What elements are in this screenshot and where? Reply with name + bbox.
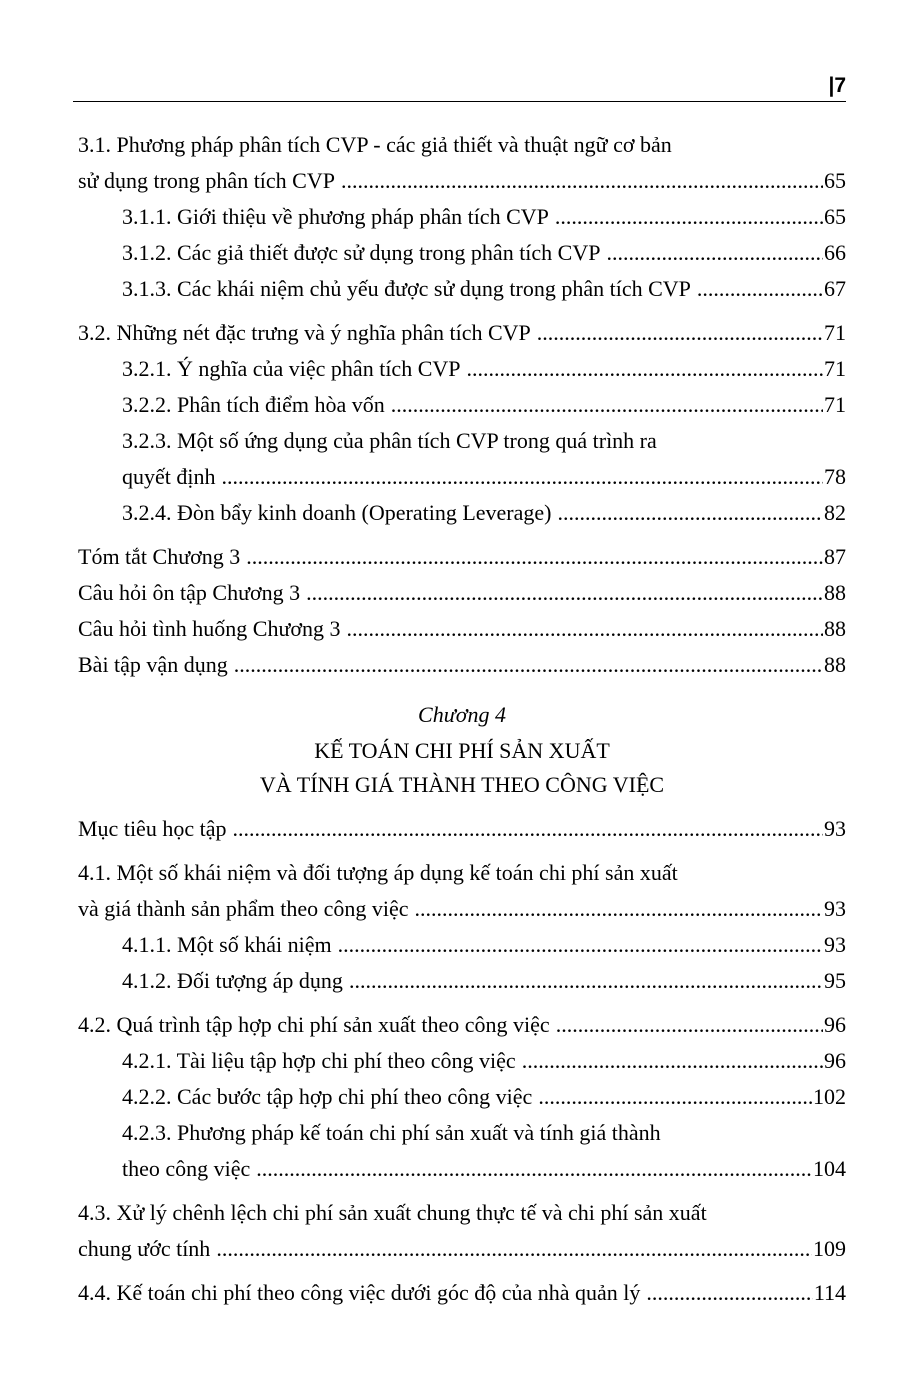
toc-page-number: 71	[824, 392, 846, 417]
toc-entry-3-1-cont[interactable]	[78, 164, 846, 200]
dot-leader	[555, 200, 823, 234]
toc-page-number: 78	[824, 464, 846, 489]
toc-page-number: 93	[824, 816, 846, 841]
dot-leader	[216, 1232, 812, 1266]
table-of-contents	[78, 128, 846, 1312]
dot-leader	[349, 964, 823, 998]
toc-entry-objectives-ch4[interactable]	[78, 812, 846, 848]
toc-page-number: 88	[824, 580, 846, 605]
toc-entry-3-1[interactable]	[78, 128, 846, 164]
toc-page-number: 104	[813, 1156, 846, 1181]
toc-entry-4-1-1[interactable]	[78, 928, 846, 964]
toc-entry-text: Bài tập vận dụng	[78, 652, 228, 677]
toc-entry-4-1-2[interactable]	[78, 964, 846, 1000]
dot-leader	[338, 928, 823, 962]
toc-entry-text: Mục tiêu học tập	[78, 816, 227, 841]
dot-leader	[606, 236, 823, 270]
dot-leader	[646, 1276, 812, 1310]
toc-entry-text: 4.2.1. Tài liệu tập hợp chi phí theo công việc	[122, 1048, 516, 1073]
toc-entry-text: quyết định	[122, 464, 216, 489]
toc-entry-text: 3.2.1. Ý nghĩa của việc phân tích CVP	[122, 356, 461, 381]
dot-leader	[415, 892, 823, 926]
toc-page-number: 71	[824, 320, 846, 345]
toc-entry-text: 3.2.3. Một số ứng dụng của phân tích CVP trong quá trình ra	[122, 428, 657, 453]
toc-entry-3-1-3[interactable]	[78, 272, 846, 308]
dot-leader	[256, 1152, 812, 1186]
toc-entry-text: 3.2.4. Đòn bẩy kinh doanh (Operating Leverage)	[122, 500, 552, 525]
toc-page-number: 88	[824, 652, 846, 677]
toc-entry-4-3[interactable]	[78, 1196, 846, 1232]
toc-entry-3-2-3-cont[interactable]	[78, 460, 846, 496]
toc-entry-text: 4.4. Kế toán chi phí theo công việc dưới góc độ của nhà quản lý	[78, 1280, 641, 1305]
toc-entry-3-2-3[interactable]	[78, 424, 846, 460]
toc-entry-text: 3.1.3. Các khái niệm chủ yếu được sử dụng trong phân tích CVP	[122, 276, 691, 301]
toc-entry-text: 3.1.1. Giới thiệu về phương pháp phân tích CVP	[122, 204, 549, 229]
page-number: |7	[828, 74, 846, 97]
toc-entry-4-1[interactable]	[78, 856, 846, 892]
dot-leader	[222, 460, 824, 494]
toc-entry-text: 4.3. Xử lý chênh lệch chi phí sản xuất chung thực tế và chi phí sản xuất	[78, 1200, 707, 1225]
toc-page-number: 67	[824, 276, 846, 301]
toc-entry-3-2[interactable]	[78, 316, 846, 352]
chapter-title-line1: KẾ TOÁN CHI PHÍ SẢN XUẤT	[314, 738, 610, 763]
toc-entry-summary-ch3[interactable]	[78, 540, 846, 576]
toc-entry-4-2-3-cont[interactable]	[78, 1152, 846, 1188]
toc-entry-text: Câu hỏi ôn tập Chương 3	[78, 580, 301, 605]
toc-entry-4-2-3[interactable]	[78, 1116, 846, 1152]
toc-entry-4-4[interactable]	[78, 1276, 846, 1312]
toc-entry-text: theo công việc	[122, 1156, 251, 1181]
toc-entry-3-1-2[interactable]	[78, 236, 846, 272]
toc-page-number: 95	[824, 968, 846, 993]
toc-entry-text: 4.1. Một số khái niệm và đối tượng áp dụng kế toán chi phí sản xuất	[78, 860, 678, 885]
toc-entry-text: 4.2.2. Các bước tập hợp chi phí theo công việc	[122, 1084, 533, 1109]
dot-leader	[522, 1044, 823, 1078]
chapter-label: Chương 4	[418, 702, 506, 727]
header-rule	[73, 101, 846, 102]
toc-entry-text: chung ước tính	[78, 1236, 211, 1261]
dot-leader	[306, 576, 823, 610]
dot-leader	[391, 388, 823, 422]
toc-entry-text: 4.2. Quá trình tập hợp chi phí sản xuất theo công việc	[78, 1012, 550, 1037]
toc-entry-text: sử dụng trong phân tích CVP	[78, 168, 335, 193]
toc-entry-text: Câu hỏi tình huống Chương 3	[78, 616, 341, 641]
toc-page-number: 65	[824, 204, 846, 229]
toc-entry-text: 4.1.1. Một số khái niệm	[122, 932, 332, 957]
toc-entry-text: 3.1.2. Các giả thiết được sử dụng trong phân tích CVP	[122, 240, 601, 265]
toc-page-number: 88	[824, 616, 846, 641]
dot-leader	[467, 352, 824, 386]
dot-leader	[538, 1080, 812, 1114]
dot-leader	[697, 272, 823, 306]
toc-entry-text: 3.1. Phương pháp phân tích CVP - các giả thiết và thuật ngữ cơ bản	[78, 132, 672, 157]
toc-page-number: 93	[824, 896, 846, 921]
toc-entry-text: và giá thành sản phẩm theo công việc	[78, 896, 409, 921]
toc-entry-4-2-2[interactable]	[78, 1080, 846, 1116]
toc-page-number: 82	[824, 500, 846, 525]
toc-entry-4-2[interactable]	[78, 1008, 846, 1044]
dot-leader	[232, 812, 823, 846]
toc-page-number: 71	[824, 356, 846, 381]
toc-page-number: 109	[813, 1236, 846, 1261]
toc-entry-4-2-1[interactable]	[78, 1044, 846, 1080]
toc-entry-text: 3.2. Những nét đặc trưng và ý nghĩa phân tích CVP	[78, 320, 531, 345]
toc-entry-3-2-1[interactable]	[78, 352, 846, 388]
toc-entry-text: Tóm tắt Chương 3	[78, 544, 241, 569]
dot-leader	[537, 316, 823, 350]
toc-entry-exercises-ch3[interactable]	[78, 648, 846, 684]
toc-page-number: 65	[824, 168, 846, 193]
toc-page-number: 93	[824, 932, 846, 957]
toc-entry-3-1-1[interactable]	[78, 200, 846, 236]
toc-entry-text: 4.2.3. Phương pháp kế toán chi phí sản xuất và tính giá thành	[122, 1120, 661, 1145]
dot-leader	[246, 540, 823, 574]
chapter-title-line2: VÀ TÍNH GIÁ THÀNH THEO CÔNG VIỆC	[259, 772, 665, 797]
toc-page-number: 114	[813, 1280, 846, 1305]
toc-page-number: 96	[824, 1048, 846, 1073]
dot-leader	[556, 1008, 823, 1042]
toc-page-number: 87	[824, 544, 846, 569]
toc-page-number: 96	[824, 1012, 846, 1037]
dot-leader	[341, 164, 823, 198]
dot-leader	[557, 496, 823, 530]
dot-leader	[347, 612, 823, 646]
toc-entry-4-1-cont[interactable]	[78, 892, 846, 928]
toc-entry-3-2-2[interactable]	[78, 388, 846, 424]
toc-entry-3-2-4[interactable]	[78, 496, 846, 532]
toc-entry-cases-ch3[interactable]	[78, 612, 846, 648]
toc-entry-review-ch3[interactable]	[78, 576, 846, 612]
toc-entry-text: 4.1.2. Đối tượng áp dụng	[122, 968, 343, 993]
dot-leader	[234, 648, 823, 682]
toc-page-number: 102	[813, 1084, 846, 1109]
toc-entry-4-3-cont[interactable]	[78, 1232, 846, 1268]
toc-entry-text: 3.2.2. Phân tích điểm hòa vốn	[122, 392, 385, 417]
toc-page-number: 66	[824, 240, 846, 265]
